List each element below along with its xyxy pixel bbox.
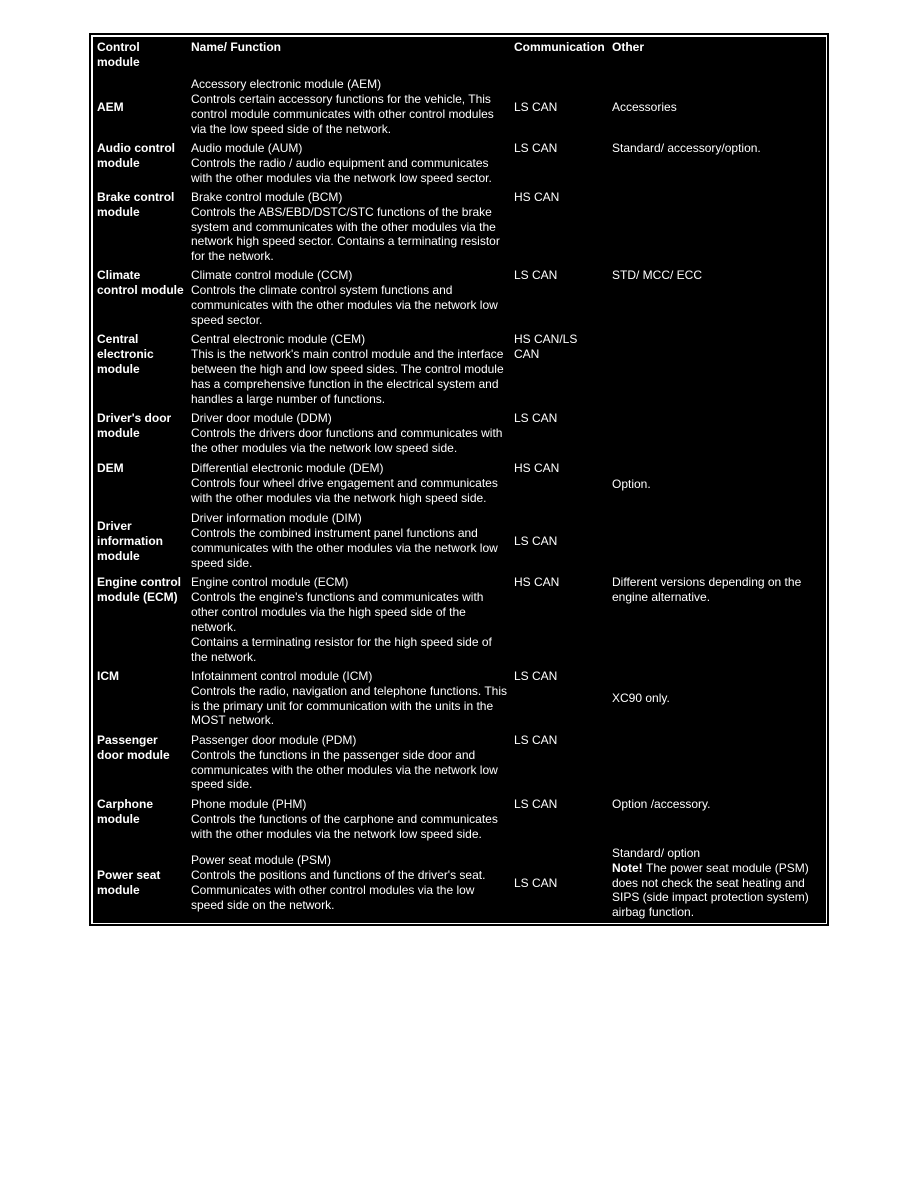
module-function: Controls the combined instrument panel functions and communicates with the other modules via the network low speed side. — [191, 526, 498, 570]
module-function: This is the network's main control module and the interface between the high and low speed sides. The control module has a comprehensive function in the electrical system and handles a large number of functions. — [191, 347, 504, 406]
name-function-cell — [188, 409, 511, 459]
communication-cell: LS CAN — [511, 843, 609, 922]
header-control-module: Control module — [94, 38, 188, 75]
name-function-cell — [188, 730, 511, 794]
module-cell: Driver's door module — [94, 409, 188, 459]
module-name: Brake control module (BCM) — [191, 189, 343, 204]
module-cell: Driver information module — [94, 509, 188, 573]
module-cell: Engine control module (ECM) — [94, 573, 188, 666]
module-name: Central electronic module (CEM) — [191, 332, 366, 347]
other-cell — [609, 843, 826, 922]
other-cell — [609, 730, 826, 794]
module-name: Driver information module (DIM) — [191, 511, 362, 526]
table-row — [94, 187, 826, 266]
communication-cell: LS CAN — [511, 509, 609, 573]
module-function: Controls the ABS/EBD/DSTC/STC functions of the brake system and communicates with the other modules via the network high speed sector. Contains a terminating resistor for the network. — [191, 204, 500, 264]
module-function: Controls certain accessory functions for the vehicle, This control module communicates with other control modules via the low speed side of the network. — [191, 91, 494, 136]
communication-cell: LS CAN — [511, 666, 609, 730]
module-cell: Carphone module — [94, 794, 188, 843]
module-name: Engine control module (ECM) — [191, 575, 349, 590]
module-function: Controls the climate control system functions and communicates with the other modules via the network low speed sector. — [191, 283, 498, 327]
module-cell: Climate control module — [94, 266, 188, 330]
module-name: Climate control module (CCM) — [191, 268, 353, 283]
communication-cell: HS CAN — [511, 459, 609, 509]
table-row — [94, 666, 826, 730]
name-function-cell — [188, 139, 511, 188]
module-function: Controls the positions and functions of the driver's seat. Communicates with other control modules via the low speed side on the network. — [191, 868, 486, 913]
table-row — [94, 509, 826, 573]
table-row — [94, 573, 826, 666]
other-cell: Different versions depending on the engine alternative. — [609, 573, 826, 666]
module-cell: Audio control module — [94, 139, 188, 188]
name-function-cell — [188, 666, 511, 730]
name-function-cell — [188, 509, 511, 573]
other-text: Standard/ option — [612, 845, 701, 860]
communication-cell: LS CAN — [511, 409, 609, 459]
other-cell — [609, 187, 826, 266]
name-function-cell — [188, 459, 511, 509]
table-row — [94, 730, 826, 794]
module-function-extra: Contains a terminating resistor for the high speed side of the network. — [191, 634, 492, 664]
module-function: Controls four wheel drive engagement and communicates with the other modules via the network high speed side. — [191, 476, 498, 506]
module-function: Controls the drivers door functions and communicates with the other modules via the network low speed side. — [191, 426, 503, 456]
name-function-cell — [188, 843, 511, 922]
name-function-cell — [188, 266, 511, 330]
communication-cell: HS CAN — [511, 573, 609, 666]
name-function-cell — [188, 330, 511, 409]
table-row — [94, 409, 826, 459]
table-row — [94, 139, 826, 188]
module-cell: ICM — [94, 666, 188, 730]
module-name: Driver door module (DDM) — [191, 411, 332, 426]
other-cell: Option. — [609, 459, 826, 509]
control-module-table — [93, 37, 826, 923]
module-function: Controls the functions in the passenger side door and communicates with the other modules via the network low speed side. — [191, 747, 498, 792]
module-name: Differential electronic module (DEM) — [191, 461, 384, 476]
module-name: Accessory electronic module (AEM) — [191, 77, 382, 91]
table-row — [94, 459, 826, 509]
module-name: Passenger door module (PDM) — [191, 732, 357, 747]
communication-cell: LS CAN — [511, 794, 609, 843]
other-cell: Standard/ accessory/option. — [609, 139, 826, 188]
communication-cell: LS CAN — [511, 266, 609, 330]
module-cell: AEM — [94, 75, 188, 139]
other-cell: Accessories — [609, 75, 826, 139]
module-cell: Brake control module — [94, 187, 188, 266]
module-cell: Central electronic module — [94, 330, 188, 409]
communication-cell: LS CAN — [511, 730, 609, 794]
module-name: Power seat module (PSM) — [191, 853, 332, 868]
note-text: The power seat module (PSM) does not check the seat heating and SIPS (side impact protection system) airbag function. — [612, 860, 809, 920]
module-name: Phone module (PHM) — [191, 796, 307, 811]
module-function: Controls the radio / audio equipment and communicates with the other modules via the network low speed sector. — [191, 155, 492, 185]
other-cell — [609, 330, 826, 409]
module-name: Infotainment control module (ICM) — [191, 668, 373, 683]
header-communication: Communication — [511, 38, 609, 75]
communication-cell: LS CAN — [511, 75, 609, 139]
table-row — [94, 794, 826, 843]
other-cell: STD/ MCC/ ECC — [609, 266, 826, 330]
module-cell: Power seat module — [94, 843, 188, 922]
communication-cell: LS CAN — [511, 139, 609, 188]
module-function: Controls the engine's functions and communicates with other control modules via the high speed side of the network. — [191, 590, 484, 634]
communication-cell: HS CAN/LS CAN — [511, 330, 609, 409]
module-table-frame — [89, 33, 829, 926]
name-function-cell — [188, 794, 511, 843]
table-row — [94, 266, 826, 330]
name-function-cell — [188, 75, 511, 139]
table-row — [94, 330, 826, 409]
header-other: Other — [609, 38, 826, 75]
name-function-cell — [188, 187, 511, 266]
module-function: Controls the functions of the carphone and communicates with the other modules via the network low speed side. — [191, 811, 498, 841]
module-name: Audio module (AUM) — [191, 141, 303, 155]
other-cell: Option /accessory. — [609, 794, 826, 843]
other-cell — [609, 409, 826, 459]
module-cell: DEM — [94, 459, 188, 509]
table-row — [94, 75, 826, 139]
module-function: Controls the radio, navigation and telephone functions. This is the primary unit for communication with the units in the MOST network. — [191, 683, 507, 728]
module-cell: Passenger door module — [94, 730, 188, 794]
name-function-cell — [188, 573, 511, 666]
table-row — [94, 843, 826, 922]
note-label: Note! — [612, 860, 646, 875]
table-header-row — [94, 38, 826, 75]
header-name-function: Name/ Function — [188, 38, 511, 75]
communication-cell: HS CAN — [511, 187, 609, 266]
other-cell: XC90 only. — [609, 666, 826, 730]
other-cell — [609, 509, 826, 573]
